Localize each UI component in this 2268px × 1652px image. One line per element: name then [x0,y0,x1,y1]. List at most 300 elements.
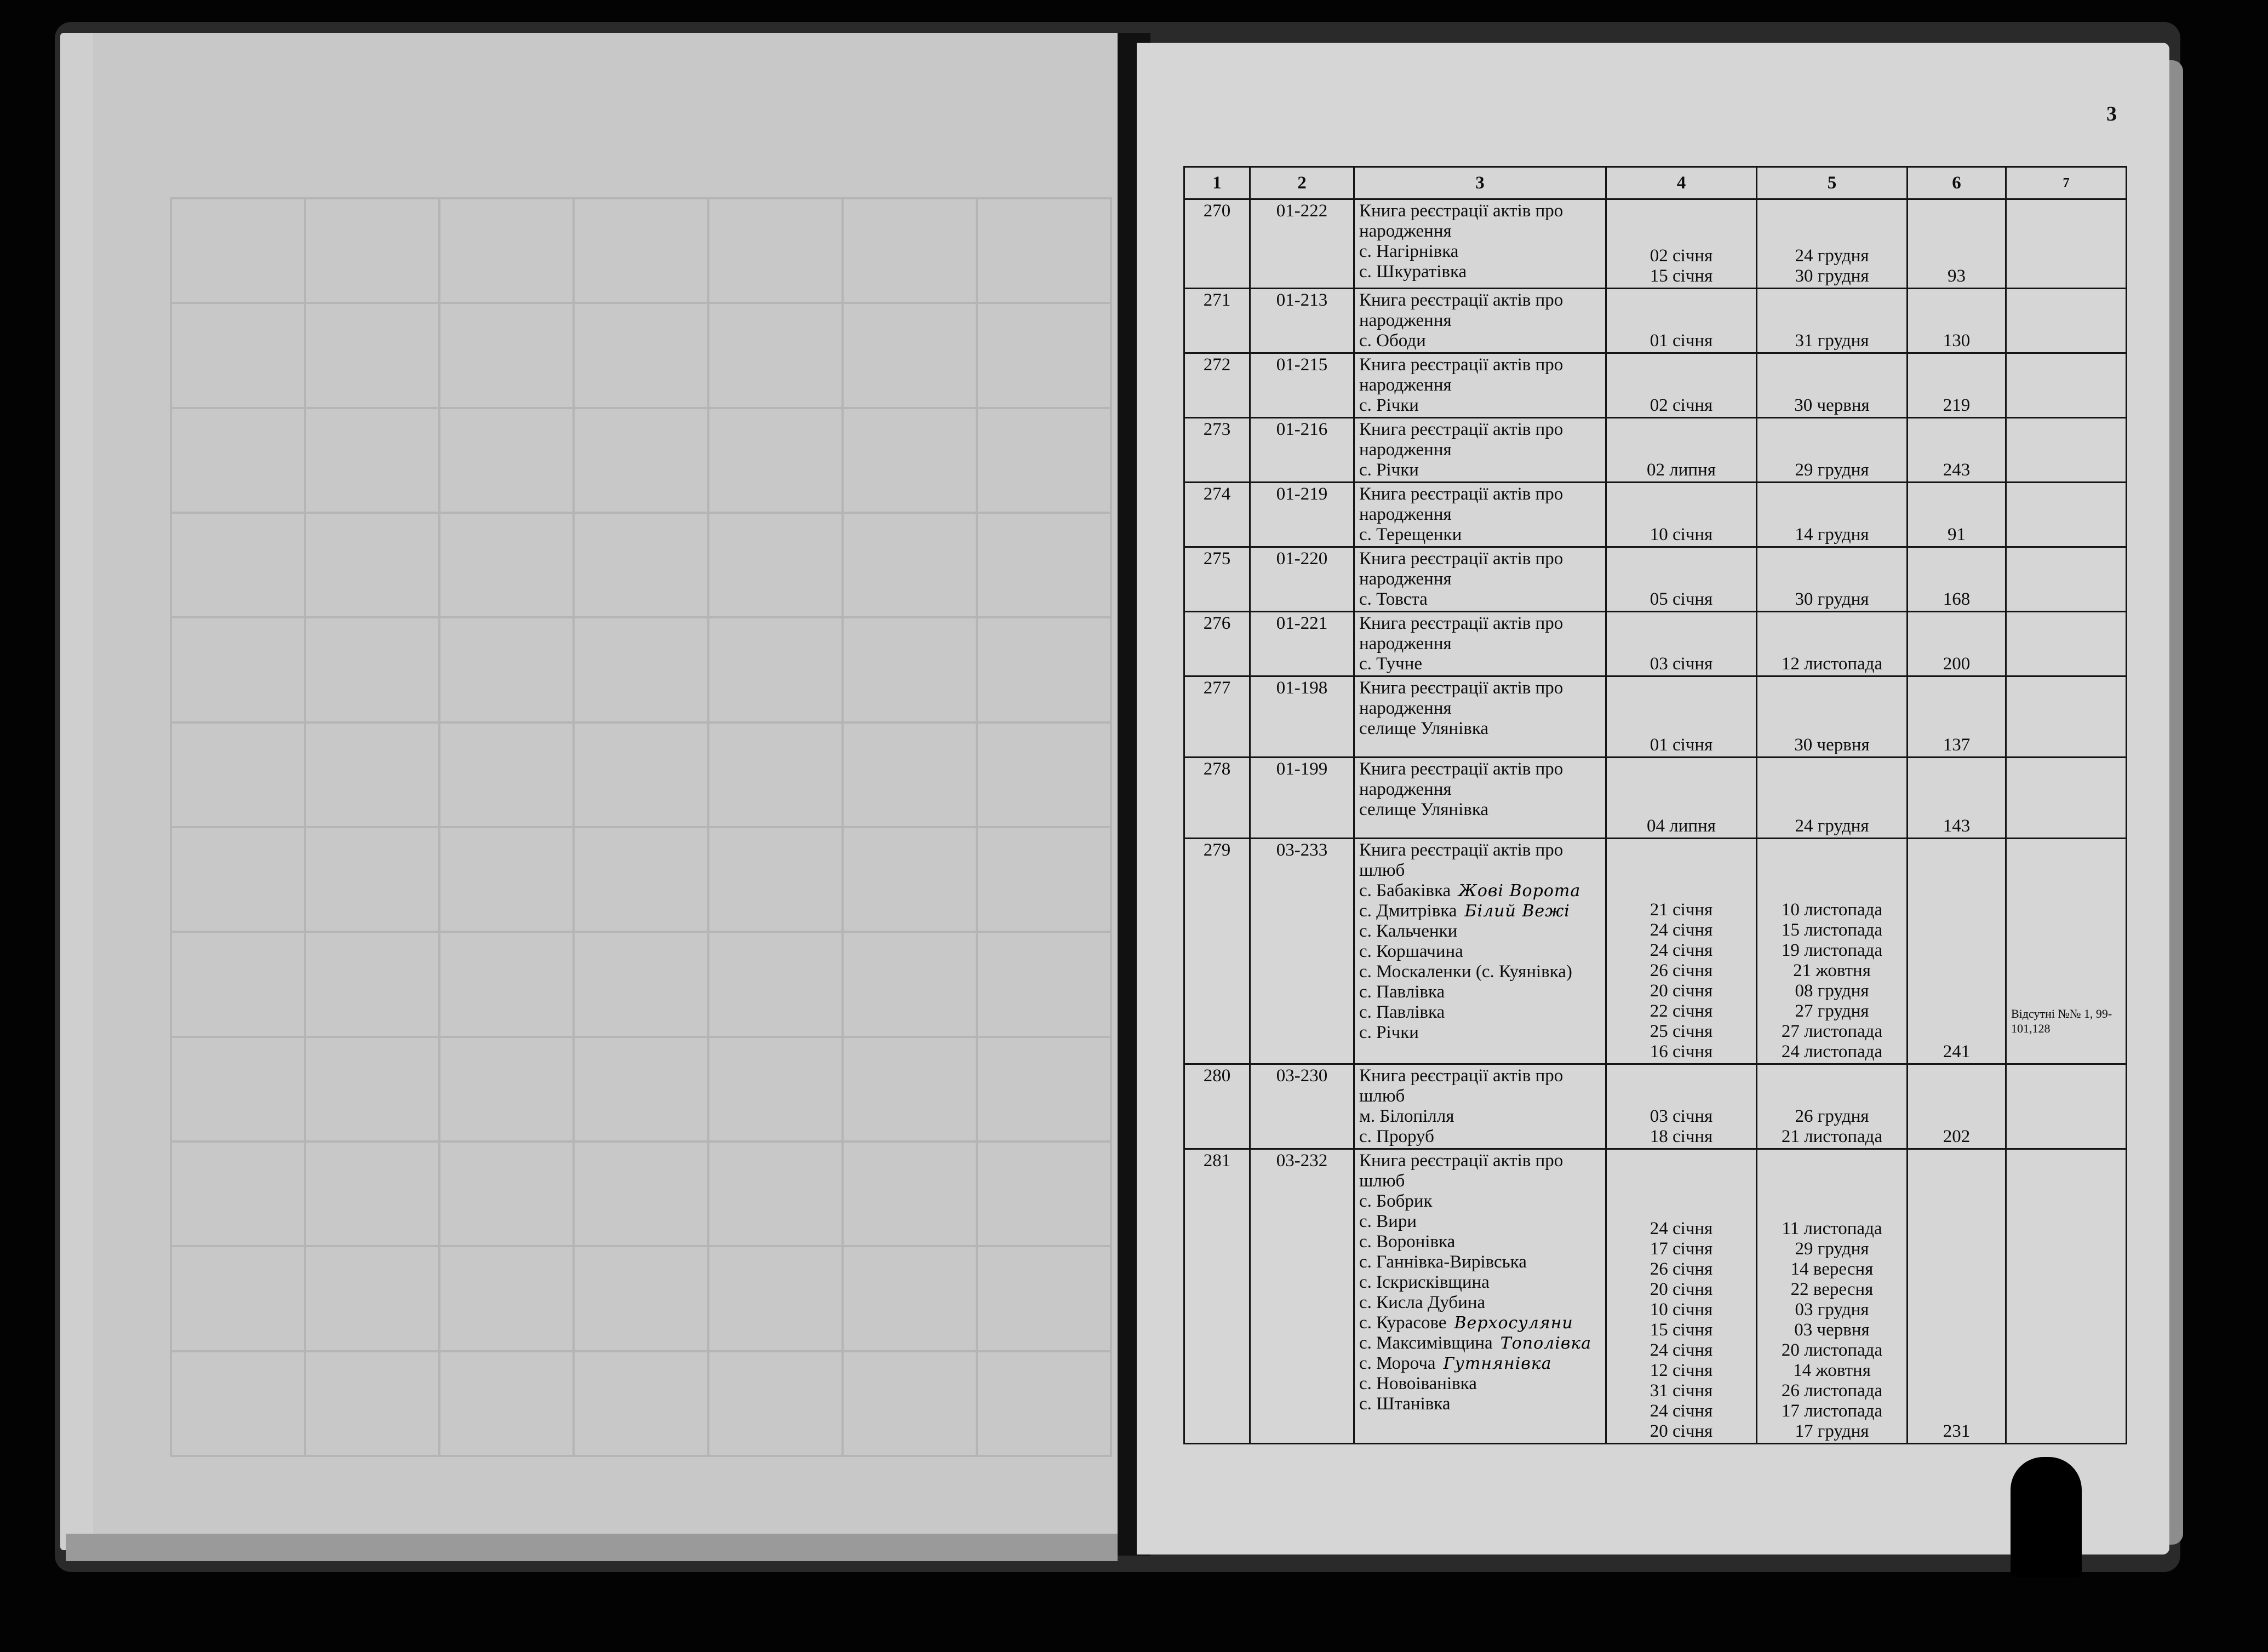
record-count: 91 [1948,525,1966,544]
fund-code-text: 01-213 [1276,290,1328,310]
record-title-cell [1354,289,1606,353]
table-row [1184,758,2127,839]
record-title-line: народження [1359,504,1452,524]
record-count: 202 [1943,1127,1971,1146]
end-date-cell [1757,418,1908,483]
end-date: 26 листопада [1781,1381,1883,1401]
record-title-cell [1354,612,1606,676]
start-date: 20 січня [1650,1280,1713,1299]
place-line [1359,460,1601,480]
table-row [1184,483,2127,547]
start-date: 01 січня [1650,735,1713,755]
place-line [1359,962,1601,982]
start-date: 26 січня [1650,1259,1713,1279]
table-row [1184,547,2127,612]
record-count: 241 [1943,1042,1971,1062]
place-name: с. Проруб [1359,1127,1434,1146]
place-name: с. Кальченки [1359,921,1458,941]
place-name: с. Вири [1359,1212,1417,1231]
record-count-cell [1908,758,2006,839]
record-count: 130 [1943,331,1971,351]
place-line [1359,1106,1601,1127]
end-date-cell [1757,758,1908,839]
start-date-cell [1606,1149,1757,1444]
place-name: с. Дмитрівка [1359,901,1457,921]
place-name: с. Ободи [1359,331,1426,351]
notes-cell [2006,612,2127,676]
ink-blot [2011,1457,2082,1578]
table-row [1184,289,2127,353]
record-count: 168 [1943,589,1971,609]
record-title-cell [1354,483,1606,547]
place-name: с. Товста [1359,589,1428,609]
row-number-text: 275 [1203,549,1231,569]
end-date: 27 листопада [1781,1022,1883,1041]
fund-code-text: 01-221 [1276,613,1328,633]
place-line [1359,1353,1601,1374]
notes-cell [2006,839,2127,1064]
fund-code-text: 03-232 [1276,1151,1328,1171]
end-date: 24 грудня [1795,246,1869,266]
place-line [1359,881,1601,901]
header-row [1184,167,2127,199]
record-count: 137 [1943,735,1971,755]
end-date-cell [1757,199,1908,289]
end-date: 08 грудня [1795,981,1869,1001]
fund-code [1250,758,1354,839]
start-date: 15 січня [1650,1320,1713,1340]
place-name: с. Новоіванівка [1359,1374,1477,1393]
record-title-cell [1354,1064,1606,1149]
record-count-cell [1908,1149,2006,1444]
record-title-line: народження [1359,311,1452,330]
place-line [1359,331,1601,351]
table-row [1184,676,2127,758]
place-line [1359,262,1601,282]
notes-cell [2006,483,2127,547]
fund-code-text: 01-216 [1276,420,1328,439]
place-line [1359,1333,1601,1353]
row-number-text: 274 [1203,484,1231,504]
start-date: 01 січня [1650,331,1713,351]
col-header-2: 2 [1250,167,1354,199]
place-name: с. Штанівка [1359,1394,1451,1414]
end-date-cell [1757,612,1908,676]
end-date: 21 листопада [1781,1127,1883,1146]
table-row [1184,1064,2127,1149]
end-date: 24 листопада [1781,1042,1883,1062]
start-date-cell [1606,353,1757,418]
place-name: м. Білопілля [1359,1106,1454,1126]
place-line [1359,1232,1601,1252]
record-count: 93 [1948,266,1966,286]
record-title-cell [1354,353,1606,418]
record-title-line: народження [1359,779,1452,799]
place-line [1359,719,1601,739]
table-row [1184,612,2127,676]
register-body [1184,199,2127,1444]
place-name: с. Річки [1359,460,1419,480]
table-row [1184,839,2127,1064]
place-name: с. Мороча [1359,1353,1436,1373]
row-number [1184,418,1250,483]
place-line [1359,1023,1601,1043]
record-count-cell [1908,289,2006,353]
start-date: 26 січня [1650,961,1713,980]
record-title-line: народження [1359,698,1452,718]
fund-code [1250,483,1354,547]
start-date: 21 січня [1650,900,1713,920]
fund-code [1250,676,1354,758]
table-row [1184,1149,2127,1444]
end-date: 30 грудня [1795,266,1869,286]
start-date-cell [1606,676,1757,758]
record-count-cell [1908,418,2006,483]
start-date-cell [1606,418,1757,483]
row-number-text: 271 [1203,290,1231,310]
end-date: 19 листопада [1781,940,1883,960]
place-name: с. Бабаківка [1359,881,1451,900]
record-count: 243 [1943,460,1971,480]
start-date: 10 січня [1650,1300,1713,1320]
record-title-cell [1354,547,1606,612]
place-line [1359,1212,1601,1232]
notes-cell [2006,758,2127,839]
record-title-line: Книга реєстрації актів про [1359,678,1563,698]
col-header-3: 3 [1354,167,1606,199]
notes-cell [2006,676,2127,758]
col-header-4: 4 [1606,167,1757,199]
left-page [60,33,1129,1550]
place-name: с. Павлівка [1359,1002,1445,1022]
end-date-cell [1757,839,1908,1064]
table-row [1184,353,2127,418]
end-date: 10 листопада [1781,900,1883,920]
start-date: 31 січня [1650,1381,1713,1401]
row-number [1184,1149,1250,1444]
start-date: 20 січня [1650,981,1713,1001]
place-line [1359,1293,1601,1313]
record-title-line: шлюб [1359,1086,1405,1106]
record-title-line: Книга реєстрації актів про [1359,1151,1563,1171]
end-date: 03 грудня [1795,1300,1869,1320]
end-date: 27 грудня [1795,1001,1869,1021]
start-date-cell [1606,1064,1757,1149]
record-title-line: Книга реєстрації актів про [1359,549,1563,569]
end-date-cell [1757,1064,1908,1149]
fund-code [1250,1064,1354,1149]
start-date-cell [1606,483,1757,547]
place-line [1359,921,1601,942]
notes-cell [2006,547,2127,612]
notes-cell [2006,1149,2127,1444]
start-date: 24 січня [1650,1401,1713,1421]
record-title-cell [1354,199,1606,289]
place-name: с. Кисла Дубина [1359,1293,1486,1312]
record-count-cell [1908,547,2006,612]
end-date: 30 грудня [1795,589,1869,609]
row-number-text: 280 [1203,1066,1231,1086]
place-name: с. Коршачина [1359,942,1463,961]
place-line [1359,525,1601,545]
place-name: с. Курасове [1359,1313,1447,1333]
col-header-6: 6 [1908,167,2006,199]
record-title-cell [1354,676,1606,758]
end-date-cell [1757,676,1908,758]
record-title-cell [1354,839,1606,1064]
record-title-line: Книга реєстрації актів про [1359,613,1563,633]
fund-code [1250,418,1354,483]
left-page-bleedthrough-grid [170,197,1112,1457]
row-number [1184,1064,1250,1149]
handwritten-annotation: Жові Ворота [1458,881,1581,900]
start-date-cell [1606,547,1757,612]
start-date-cell [1606,839,1757,1064]
handwritten-annotation: Гутнянівка [1443,1354,1552,1373]
left-page-edge [66,1534,1118,1561]
place-line [1359,589,1601,610]
start-date-cell [1606,199,1757,289]
fund-code [1250,612,1354,676]
place-name: с. Річки [1359,395,1419,415]
start-date: 25 січня [1650,1022,1713,1041]
record-count-cell [1908,199,2006,289]
record-title-line: народження [1359,221,1452,241]
end-date-cell [1757,289,1908,353]
end-date-cell [1757,547,1908,612]
row-number [1184,483,1250,547]
end-date: 24 грудня [1795,816,1869,836]
place-name: с. Москаленки (с. Куянівка) [1359,962,1572,982]
place-line [1359,242,1601,262]
end-date: 22 вересня [1790,1280,1874,1299]
record-count: 231 [1943,1421,1971,1441]
place-name: с. Максимівщина [1359,1333,1493,1353]
notes-cell [2006,289,2127,353]
fund-code-text: 01-199 [1276,759,1328,779]
place-name: с. Терещенки [1359,525,1462,544]
record-title-cell [1354,1149,1606,1444]
row-number [1184,612,1250,676]
end-date: 20 листопада [1781,1340,1883,1360]
place-name: с. Іскрисківщина [1359,1272,1490,1292]
start-date-cell [1606,612,1757,676]
record-title-line: Книга реєстрації актів про [1359,201,1563,221]
place-line [1359,942,1601,962]
left-page-surface [93,33,1129,1550]
fund-code-text: 03-233 [1276,840,1328,860]
record-title-line: шлюб [1359,1171,1405,1191]
notes-cell [2006,1064,2127,1149]
record-title-line: Книга реєстрації актів про [1359,484,1563,504]
fund-code [1250,353,1354,418]
table-row [1184,199,2127,289]
row-number-text: 273 [1203,420,1231,439]
fund-code-text: 03-230 [1276,1066,1328,1086]
fund-code [1250,1149,1354,1444]
row-number-text: 281 [1203,1151,1231,1171]
page-number: 3 [2106,102,2117,125]
end-date-cell [1757,1149,1908,1444]
fund-code-text: 01-220 [1276,549,1328,569]
row-number-text: 277 [1203,678,1231,698]
place-name: с. Шкуратівка [1359,262,1467,282]
record-title-line: Книга реєстрації актів про [1359,420,1563,439]
register-table [1183,166,2127,1444]
place-name: с. Тучне [1359,654,1423,674]
start-date: 20 січня [1650,1421,1713,1441]
place-name: с. Павлівка [1359,982,1445,1002]
record-title-line: народження [1359,440,1452,460]
place-line [1359,901,1601,921]
row-number [1184,353,1250,418]
record-title-line: Книга реєстрації актів про [1359,1066,1563,1086]
place-name: селище Улянівка [1359,800,1489,819]
start-date: 22 січня [1650,1001,1713,1021]
start-date: 16 січня [1650,1042,1713,1062]
place-line [1359,395,1601,416]
row-number-text: 272 [1203,355,1231,375]
start-date: 02 січня [1650,395,1713,415]
end-date: 12 листопада [1781,654,1883,674]
start-date: 24 січня [1650,1219,1713,1238]
place-name: с. Річки [1359,1023,1419,1042]
record-count: 219 [1943,395,1971,415]
place-name: с. Ганнівка-Вирівська [1359,1252,1527,1272]
row-number [1184,758,1250,839]
start-date: 18 січня [1650,1127,1713,1146]
place-line [1359,1374,1601,1394]
fund-code [1250,199,1354,289]
place-line [1359,1272,1601,1293]
start-date: 04 липня [1647,816,1716,836]
col-header-5: 5 [1757,167,1908,199]
end-date: 14 вересня [1790,1259,1874,1279]
place-line [1359,800,1601,820]
record-title-line: Книга реєстрації актів про [1359,355,1563,375]
fund-code-text: 01-215 [1276,355,1328,375]
row-number-text: 276 [1203,613,1231,633]
start-date: 02 липня [1647,460,1716,480]
record-title-line: народження [1359,569,1452,589]
record-title-line: Книга реєстрації актів про [1359,759,1563,779]
row-number [1184,289,1250,353]
end-date: 03 червня [1794,1320,1870,1340]
record-title-line: Книга реєстрації актів про [1359,290,1563,310]
record-count-cell [1908,353,2006,418]
row-number-text: 278 [1203,759,1231,779]
notes-cell [2006,418,2127,483]
start-date: 10 січня [1650,525,1713,544]
start-date: 24 січня [1650,940,1713,960]
record-count-cell [1908,612,2006,676]
fund-code-text: 01-198 [1276,678,1328,698]
fund-code [1250,839,1354,1064]
record-count-cell [1908,676,2006,758]
place-name: селище Улянівка [1359,719,1489,738]
start-date: 03 січня [1650,1106,1713,1126]
place-line [1359,982,1601,1002]
record-title-line: народження [1359,375,1452,395]
row-number [1184,547,1250,612]
start-date: 03 січня [1650,654,1713,674]
notes-cell [2006,199,2127,289]
end-date: 29 грудня [1795,1239,1869,1259]
notes-cell [2006,353,2127,418]
row-number-text: 279 [1203,840,1231,860]
record-title-cell [1354,758,1606,839]
record-title-cell [1354,418,1606,483]
place-name: с. Воронівка [1359,1232,1456,1252]
end-date-cell [1757,483,1908,547]
fund-code-text: 01-222 [1276,201,1328,221]
start-date-cell [1606,289,1757,353]
fund-code [1250,547,1354,612]
start-date: 05 січня [1650,589,1713,609]
record-count-cell [1908,839,2006,1064]
start-date: 24 січня [1650,1340,1713,1360]
place-name: с. Бобрик [1359,1191,1433,1211]
fund-code-text: 01-219 [1276,484,1328,504]
place-name: с. Нагірнівка [1359,242,1459,261]
place-line [1359,1191,1601,1212]
start-date: 24 січня [1650,920,1713,940]
end-date: 14 жовтня [1793,1361,1871,1380]
record-title-line: Книга реєстрації актів про [1359,840,1563,860]
col-header-7: 7 [2006,167,2127,199]
end-date: 26 грудня [1795,1106,1869,1126]
record-count-cell [1908,483,2006,547]
place-line [1359,1252,1601,1272]
end-date: 11 листопада [1782,1219,1882,1238]
row-number [1184,676,1250,758]
record-title-line: народження [1359,634,1452,653]
place-line [1359,1002,1601,1023]
record-count: 200 [1943,654,1971,674]
record-count: 143 [1943,816,1971,836]
note-text: Відсутні №№ 1, 99-101,128 [2011,1007,2112,1035]
end-date-cell [1757,353,1908,418]
start-date-cell [1606,758,1757,839]
handwritten-annotation: Тополівка [1500,1334,1592,1353]
end-date: 29 грудня [1795,460,1869,480]
start-date: 15 січня [1650,266,1713,286]
start-date: 02 січня [1650,246,1713,266]
end-date: 17 грудня [1795,1421,1869,1441]
table-row [1184,418,2127,483]
record-count-cell [1908,1064,2006,1149]
row-number [1184,199,1250,289]
record-title-line: шлюб [1359,861,1405,880]
end-date: 21 жовтня [1793,961,1871,980]
row-number [1184,839,1250,1064]
start-date: 17 січня [1650,1239,1713,1259]
col-header-1: 1 [1184,167,1250,199]
place-line [1359,1394,1601,1414]
place-line [1359,1127,1601,1147]
place-line [1359,654,1601,674]
end-date: 14 грудня [1795,525,1869,544]
end-date: 15 листопада [1781,920,1883,940]
start-date: 12 січня [1650,1361,1713,1380]
handwritten-annotation: Верхосуляни [1454,1313,1573,1333]
handwritten-annotation: Білий Вежі [1464,902,1570,921]
end-date: 30 червня [1794,395,1870,415]
place-line [1359,1313,1601,1333]
row-number-text: 270 [1203,201,1231,221]
end-date: 17 листопада [1781,1401,1883,1421]
fund-code [1250,289,1354,353]
